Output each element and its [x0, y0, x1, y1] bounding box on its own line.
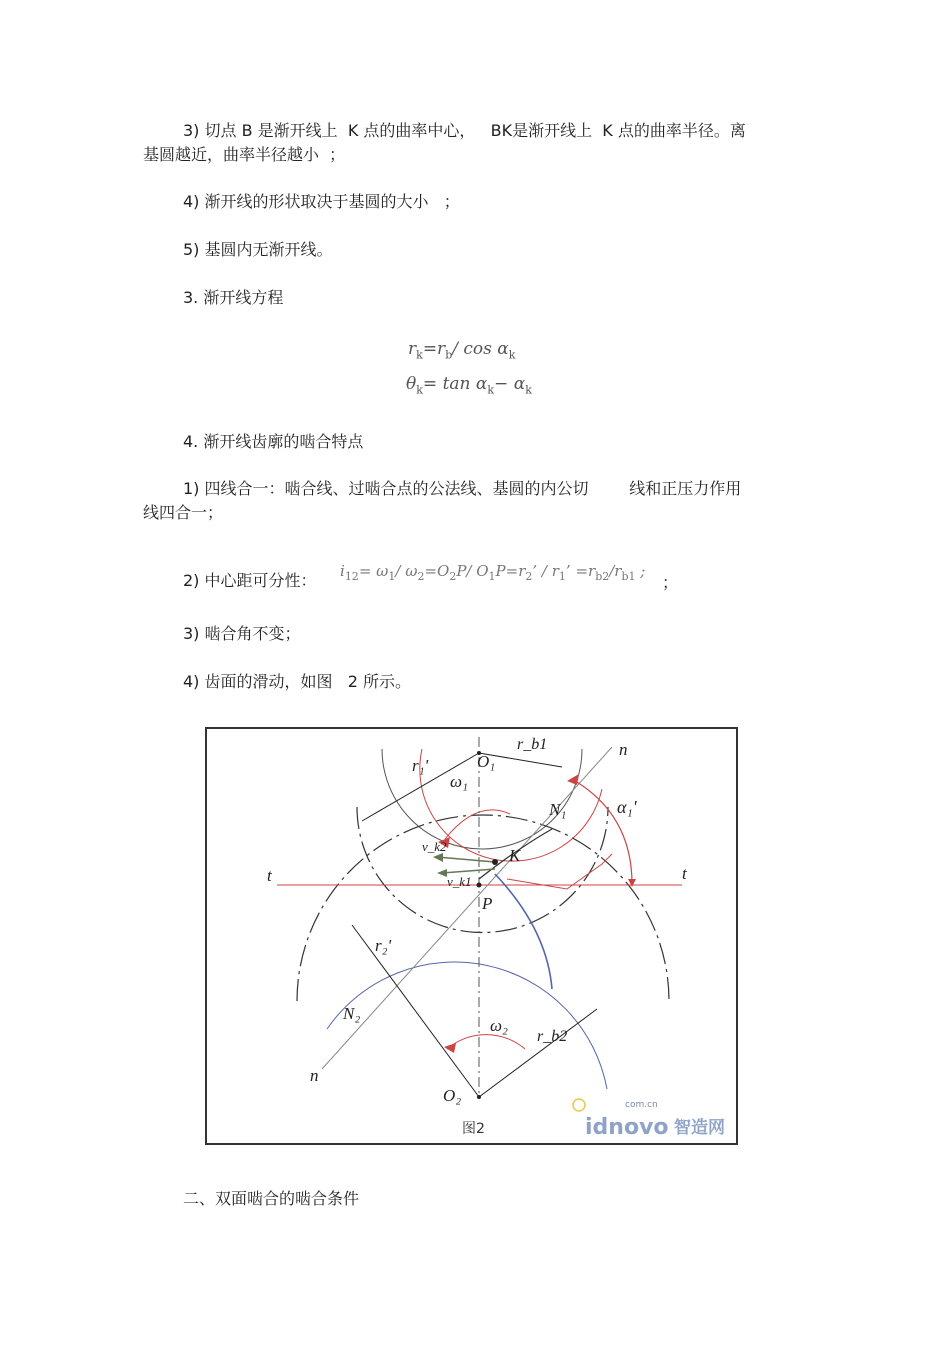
- point-p: [477, 883, 482, 888]
- paragraph-center-distance-tail: ；: [662, 573, 679, 592]
- label-r1-prime: r₁': [412, 756, 429, 775]
- label-n1: N₁: [549, 800, 567, 819]
- alpha-arc: [572, 779, 632, 884]
- formula-transmission-ratio: $i_{12}= \omega_1/$ $\omega_2=O_2P/$ $O_1P=r_2$’ / $r_1$’ $=r_{b2}/r_{b1}$ ;: [340, 562, 646, 583]
- watermark-small: com.cn: [625, 1100, 658, 1110]
- watermark-brand: idnovo: [585, 1115, 669, 1140]
- paragraph-tooth-sliding: 4) 齿面的滑动，如图 2 所示。: [183, 672, 412, 691]
- label-omega1: ω₁: [450, 772, 468, 791]
- paragraph-center-distance-label: 2) 中心距可分性：: [183, 571, 317, 590]
- lightbulb-icon: [573, 1099, 585, 1111]
- paragraph-four-lines-line2: 线四合一；: [143, 503, 224, 522]
- paragraph-four-lines-line1: 1) 四线合一：啮合线、过啮合点的公法线、基圆的内公切 线和正压力作用: [183, 479, 742, 498]
- heading-involute-equation: 3. 渐开线方程: [183, 288, 284, 307]
- label-vk1: v_k1: [447, 874, 472, 889]
- omega1-arc: [445, 810, 510, 839]
- heading-meshing-features: 4. 渐开线齿廓的啮合特点: [183, 432, 364, 451]
- formula-theta: $\theta_k= \tan \alpha_k- \alpha_k$: [406, 374, 532, 397]
- label-o2: O₂: [443, 1086, 462, 1105]
- label-p: P: [482, 894, 493, 913]
- label-k: K: [509, 846, 521, 865]
- label-t-left: t: [267, 866, 272, 885]
- watermark-cn: 智造网: [674, 1118, 725, 1138]
- point-k: [492, 859, 498, 865]
- alpha-arrow-top: [567, 774, 579, 785]
- label-n-top: n: [619, 740, 628, 759]
- base-circle-2: [327, 962, 607, 1089]
- label-t-right: t: [682, 864, 687, 883]
- paragraph-base-circle: 5) 基圆内无渐开线。: [183, 240, 333, 259]
- label-omega2: ω₂: [490, 1016, 508, 1035]
- label-alpha1: α₁': [617, 797, 637, 817]
- paragraph-curvature-line1: 3) 切点 B 是渐开线上 K 点的曲率中心， BK是渐开线上 K 点的曲率半径。离: [183, 121, 746, 140]
- line-of-action: [322, 747, 612, 1069]
- heading-double-flank-conditions: 二、双面啮合的啮合条件: [183, 1189, 360, 1208]
- involute-profile-2: [495, 874, 552, 989]
- formula-rk: $r_k=r_b/$ $\cos \alpha_k$: [408, 339, 516, 362]
- label-rb1: r_b1: [517, 736, 548, 753]
- r2-prime-line: [352, 925, 479, 1097]
- label-r2-prime: r₂': [375, 936, 392, 955]
- label-o1: O₁: [477, 752, 496, 771]
- label-n2: N₂: [343, 1004, 361, 1023]
- paragraph-curvature-line2: 基圆越近，曲率半径越小 ；: [143, 145, 346, 164]
- gear-meshing-diagram: [207, 729, 740, 1147]
- figure-gear-meshing: [205, 727, 738, 1145]
- watermark-logo: [573, 1099, 725, 1140]
- paragraph-angle-constant: 3) 啮合角不变；: [183, 624, 301, 643]
- label-vk2: v_k2: [422, 839, 447, 854]
- label-rb2: r_b2: [537, 1028, 568, 1045]
- paragraph-shape: 4) 渐开线的形状取决于基圆的大小 ；: [183, 192, 460, 211]
- figure-caption: 图2: [462, 1121, 485, 1137]
- tooth-outline-red: [507, 854, 612, 889]
- label-n-bottom: n: [310, 1066, 319, 1085]
- omega2-arc: [447, 1035, 525, 1049]
